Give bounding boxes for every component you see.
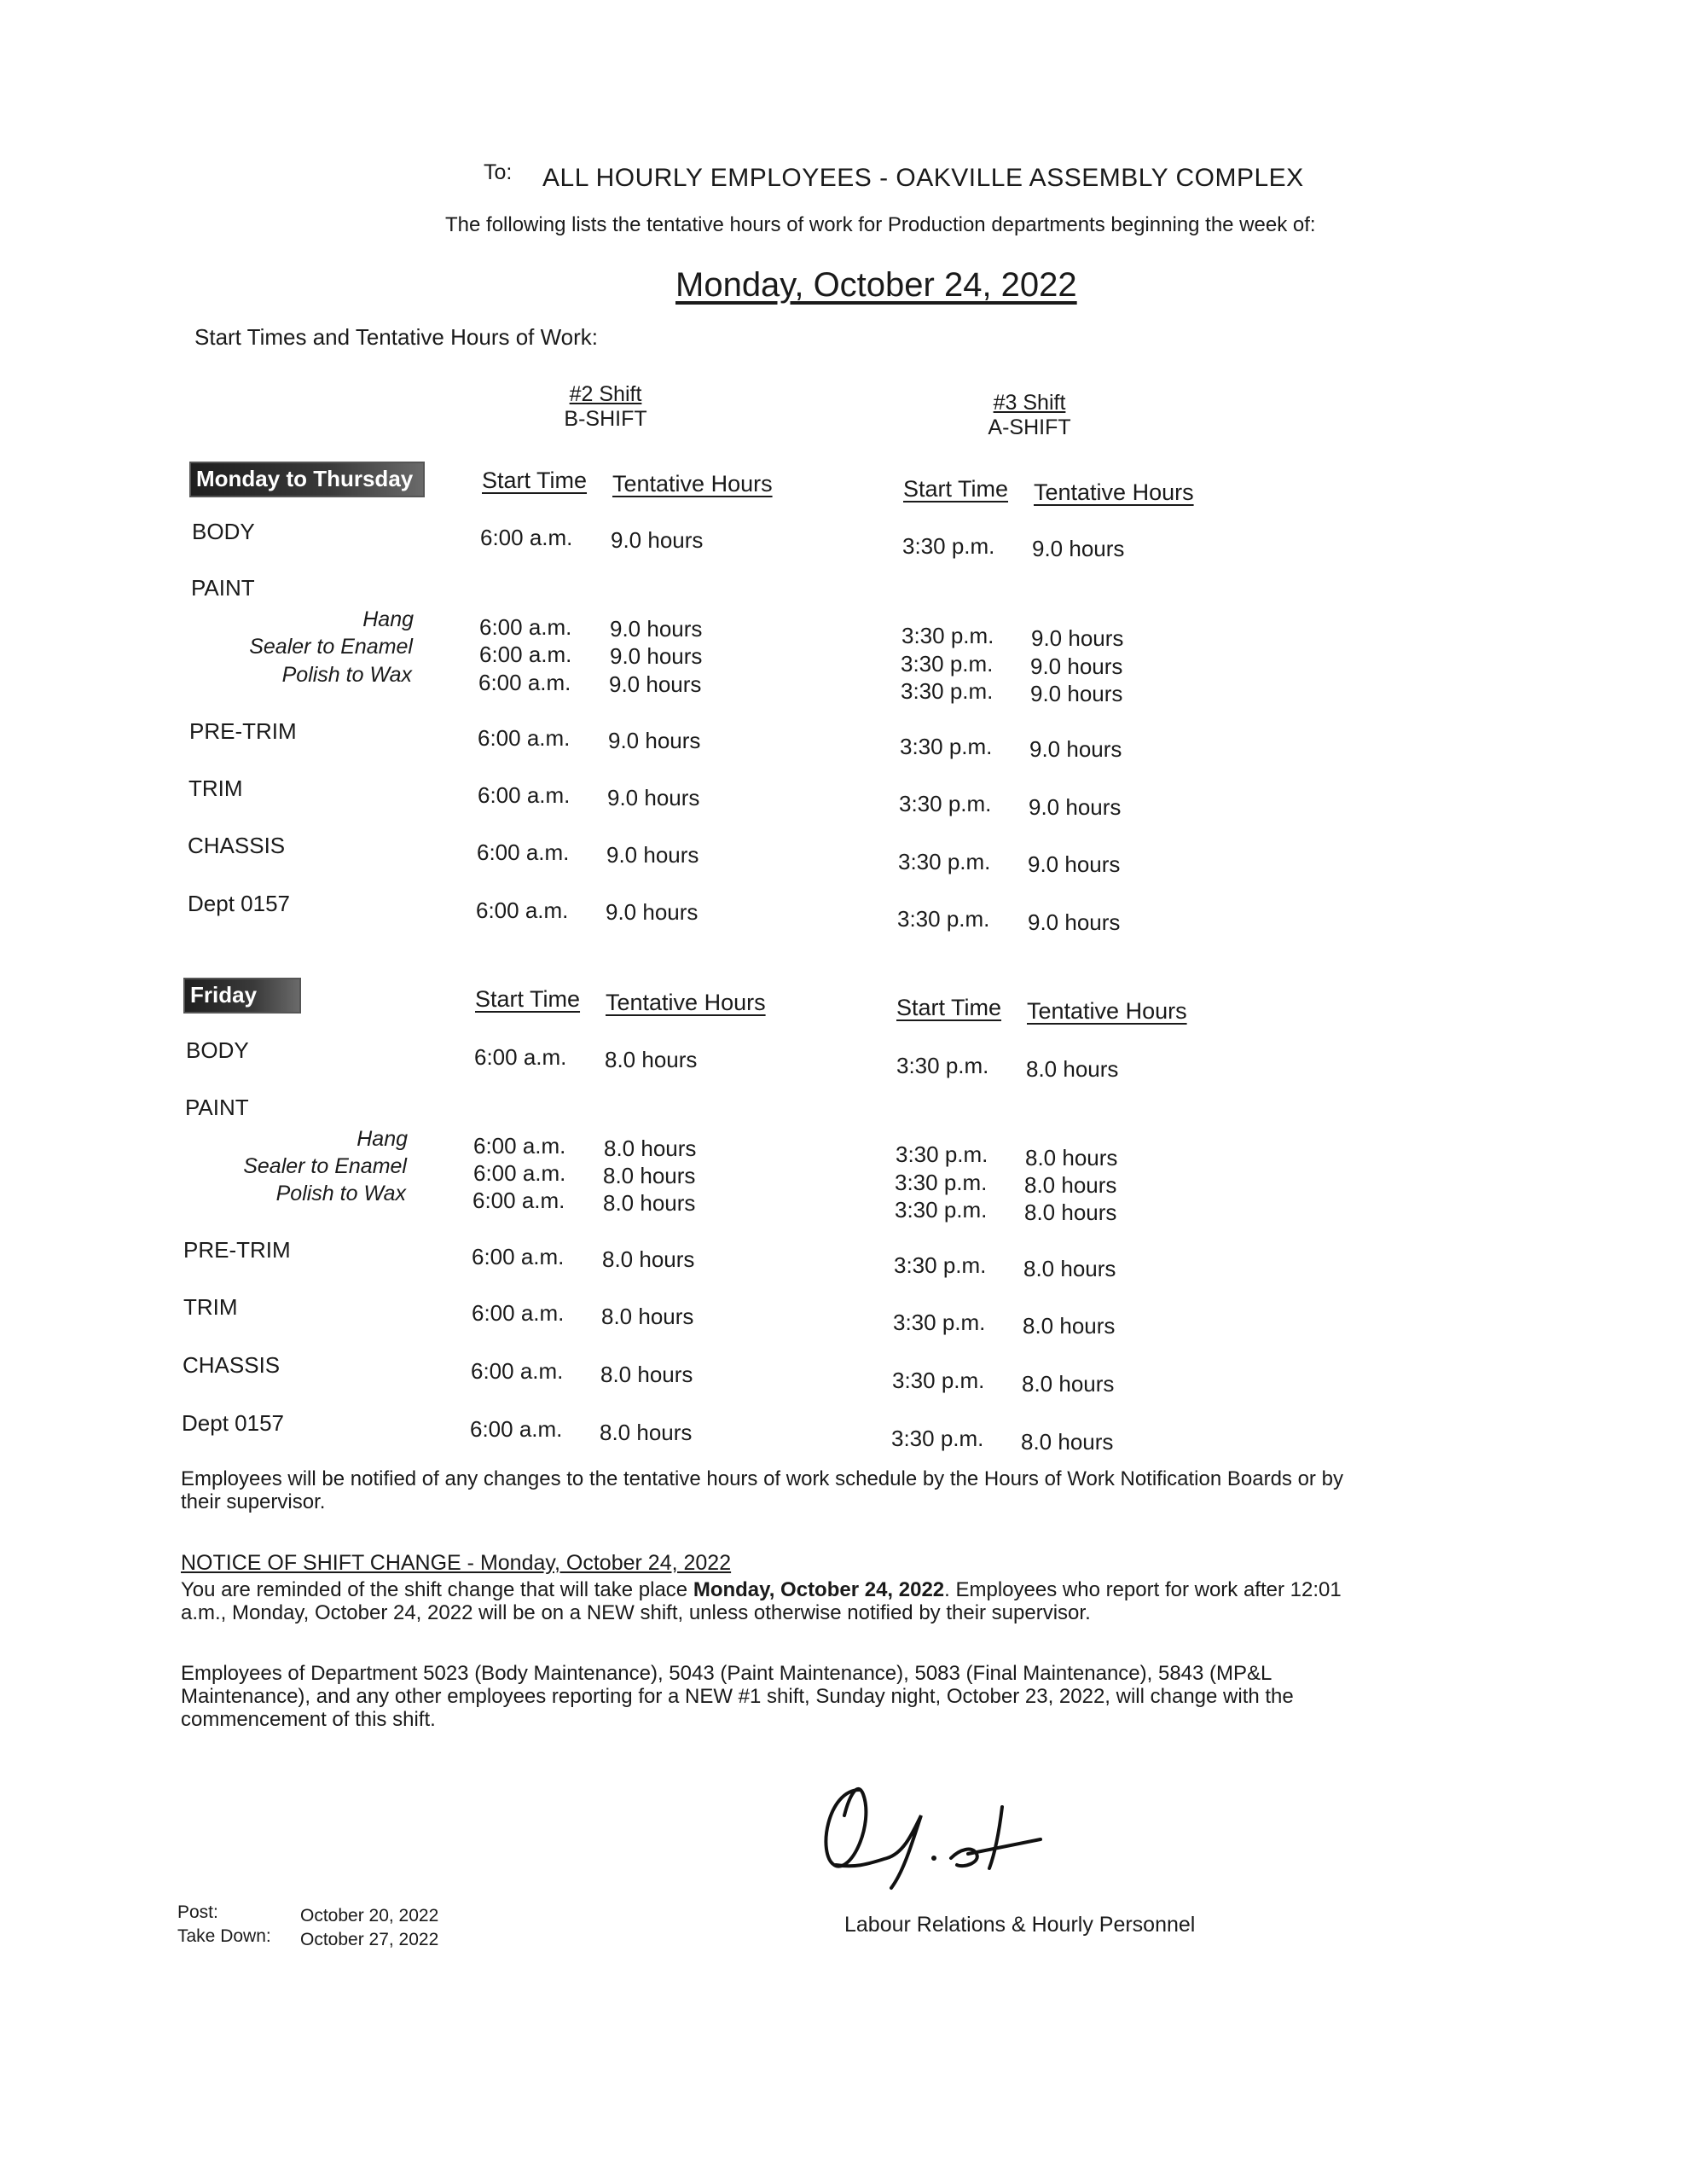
dept-label: BODY xyxy=(186,1037,249,1063)
dept-label: TRIM xyxy=(188,775,243,801)
notice-p1-end: . Employees who report for work after 12:01 a.m., Monday, October 24, 2022 will be on a NEW shift, unless otherwise notified by their supervisor. xyxy=(181,1578,1342,1624)
dept-label: PAINT xyxy=(185,1095,249,1120)
fri-b-hours-header: Tentative Hours xyxy=(606,990,766,1015)
a-start-time: 3:30 p.m. xyxy=(898,849,991,874)
a-start-time: 3:30 p.m. xyxy=(893,1310,986,1335)
b-start-time: 6:00 a.m. xyxy=(476,897,569,923)
b-start-time: 6:00 a.m. xyxy=(474,1044,567,1070)
a-start-time: 3:30 p.m. xyxy=(901,678,994,704)
a-start-time: 3:30 p.m. xyxy=(900,734,993,759)
a-start-time: 3:30 p.m. xyxy=(896,1053,989,1078)
mt-a-hours-header: Tentative Hours xyxy=(1034,479,1194,505)
b-start-time: 6:00 a.m. xyxy=(471,1358,564,1384)
a-hours: 8.0 hours xyxy=(1024,1199,1117,1225)
b-shift-name: B-SHIFT xyxy=(564,407,647,431)
a-hours: 9.0 hours xyxy=(1030,653,1123,679)
b-hours: 8.0 hours xyxy=(602,1246,695,1272)
a-hours: 8.0 hours xyxy=(1023,1256,1116,1281)
dept-label: BODY xyxy=(192,519,255,544)
b-hours: 9.0 hours xyxy=(608,728,701,753)
fri-a-hours-header: Tentative Hours xyxy=(1027,998,1187,1024)
a-hours: 9.0 hours xyxy=(1029,794,1122,820)
mt-b-start-header: Start Time xyxy=(482,468,588,493)
a-start-time: 3:30 p.m. xyxy=(895,1170,988,1195)
b-shift-header xyxy=(520,382,691,432)
friday-badge: Friday xyxy=(183,978,301,1014)
intro-text: The following lists the tentative hours of work for Production departments beginning the week of: xyxy=(445,213,1316,236)
b-start-time: 6:00 a.m. xyxy=(478,782,571,808)
a-hours: 8.0 hours xyxy=(1026,1056,1119,1082)
a-hours: 8.0 hours xyxy=(1023,1313,1116,1339)
sub-dept-label: Sealer to Enamel xyxy=(243,1154,407,1178)
b-hours: 9.0 hours xyxy=(609,671,702,697)
notice-p1-date: Monday, October 24, 2022 xyxy=(693,1578,945,1601)
a-start-time: 3:30 p.m. xyxy=(891,1426,984,1451)
b-start-time: 6:00 a.m. xyxy=(480,525,573,550)
a-hours: 8.0 hours xyxy=(1022,1371,1115,1397)
notice-p1-start: You are reminded of the shift change that will take place xyxy=(181,1578,693,1601)
b-start-time: 6:00 a.m. xyxy=(472,1244,565,1269)
a-shift-number: #3 Shift xyxy=(993,391,1066,415)
notice-paragraph-1 xyxy=(181,1578,1375,1624)
a-start-time: 3:30 p.m. xyxy=(901,651,994,677)
notice-paragraph-2: Employees of Department 5023 (Body Maintenance), 5043 (Paint Maintenance), 5083 (Final Maintenance), 5843 (MP&L Maintenance), and any other employees reporting for a NEW #1 shift, Sunday night, October 23, 2022, will change with the commencement of this shift. xyxy=(181,1662,1294,1731)
b-hours: 9.0 hours xyxy=(610,616,703,642)
mt-b-hours-header: Tentative Hours xyxy=(612,471,773,497)
b-hours: 9.0 hours xyxy=(611,527,704,553)
dept-label: PAINT xyxy=(191,575,255,601)
a-hours: 9.0 hours xyxy=(1032,536,1125,561)
dept-label: Dept 0157 xyxy=(188,891,290,916)
sub-dept-label: Sealer to Enamel xyxy=(249,635,413,659)
b-hours: 8.0 hours xyxy=(603,1163,696,1188)
to-label: To: xyxy=(484,160,513,184)
a-hours: 8.0 hours xyxy=(1021,1429,1114,1455)
signature-image xyxy=(810,1773,1058,1892)
takedown-label: Take Down: xyxy=(177,1926,271,1946)
b-hours: 8.0 hours xyxy=(604,1136,697,1161)
dept-label: TRIM xyxy=(183,1294,238,1320)
b-start-time: 6:00 a.m. xyxy=(479,614,572,640)
b-hours: 9.0 hours xyxy=(607,785,700,810)
a-start-time: 3:30 p.m. xyxy=(902,533,995,559)
mon-thu-badge: Monday to Thursday xyxy=(189,462,425,497)
signature-label: Labour Relations & Hourly Personnel xyxy=(844,1913,1196,1937)
mt-a-start-header: Start Time xyxy=(903,476,1009,502)
a-hours: 8.0 hours xyxy=(1024,1172,1117,1198)
recipient-line: ALL HOURLY EMPLOYEES - OAKVILLE ASSEMBLY COMPLEX xyxy=(542,164,1304,192)
b-start-time: 6:00 a.m. xyxy=(472,1300,565,1326)
b-start-time: 6:00 a.m. xyxy=(470,1416,563,1442)
b-start-time: 6:00 a.m. xyxy=(472,1188,565,1213)
a-hours: 9.0 hours xyxy=(1031,625,1124,651)
notice-title: NOTICE OF SHIFT CHANGE - Monday, October 24, 2022 xyxy=(181,1551,732,1575)
a-start-time: 3:30 p.m. xyxy=(897,906,990,932)
b-hours: 8.0 hours xyxy=(603,1190,696,1216)
a-shift-header xyxy=(944,391,1115,440)
b-start-time: 6:00 a.m. xyxy=(478,670,571,695)
a-start-time: 3:30 p.m. xyxy=(894,1252,987,1278)
a-start-time: 3:30 p.m. xyxy=(901,623,994,648)
b-hours: 9.0 hours xyxy=(606,899,699,925)
dept-label: Dept 0157 xyxy=(182,1410,284,1436)
b-hours: 8.0 hours xyxy=(605,1047,698,1072)
a-hours: 9.0 hours xyxy=(1030,681,1123,706)
post-date: October 20, 2022 xyxy=(300,1906,439,1926)
a-start-time: 3:30 p.m. xyxy=(899,791,992,816)
a-start-time: 3:30 p.m. xyxy=(895,1197,988,1223)
b-hours: 8.0 hours xyxy=(600,1420,693,1445)
a-start-time: 3:30 p.m. xyxy=(896,1141,988,1167)
b-start-time: 6:00 a.m. xyxy=(477,839,570,865)
b-hours: 9.0 hours xyxy=(610,643,703,669)
dept-label: PRE-TRIM xyxy=(183,1237,291,1263)
b-hours: 9.0 hours xyxy=(606,842,699,868)
sub-dept-label: Polish to Wax xyxy=(281,663,412,687)
a-hours: 9.0 hours xyxy=(1029,736,1122,762)
dept-label: CHASSIS xyxy=(188,833,286,858)
a-shift-name: A-SHIFT xyxy=(988,415,1071,439)
b-start-time: 6:00 a.m. xyxy=(473,1133,566,1159)
a-hours: 8.0 hours xyxy=(1025,1145,1118,1170)
fri-a-start-header: Start Time xyxy=(896,995,1002,1020)
subtitle: Start Times and Tentative Hours of Work: xyxy=(194,324,599,350)
fri-b-start-header: Start Time xyxy=(475,986,581,1012)
b-hours: 8.0 hours xyxy=(601,1304,694,1329)
sub-dept-label: Hang xyxy=(357,1127,408,1151)
a-start-time: 3:30 p.m. xyxy=(892,1368,985,1393)
sub-dept-label: Polish to Wax xyxy=(275,1182,406,1205)
dept-label: PRE-TRIM xyxy=(189,718,297,744)
a-hours: 9.0 hours xyxy=(1028,909,1121,935)
b-start-time: 6:00 a.m. xyxy=(478,725,571,751)
changes-note: Employees will be notified of any changes to the tentative hours of work schedule by the Hours of Work Notification Boards or by their supervisor. xyxy=(181,1467,1343,1513)
b-hours: 8.0 hours xyxy=(600,1362,693,1387)
b-start-time: 6:00 a.m. xyxy=(479,642,572,667)
takedown-date: October 27, 2022 xyxy=(300,1930,439,1949)
b-start-time: 6:00 a.m. xyxy=(473,1160,566,1186)
b-shift-number: #2 Shift xyxy=(569,382,642,406)
sub-dept-label: Hang xyxy=(362,607,414,631)
post-label: Post: xyxy=(177,1902,218,1922)
a-hours: 9.0 hours xyxy=(1028,851,1121,877)
dept-label: CHASSIS xyxy=(183,1352,281,1378)
page-title: Monday, October 24, 2022 xyxy=(675,266,1077,304)
